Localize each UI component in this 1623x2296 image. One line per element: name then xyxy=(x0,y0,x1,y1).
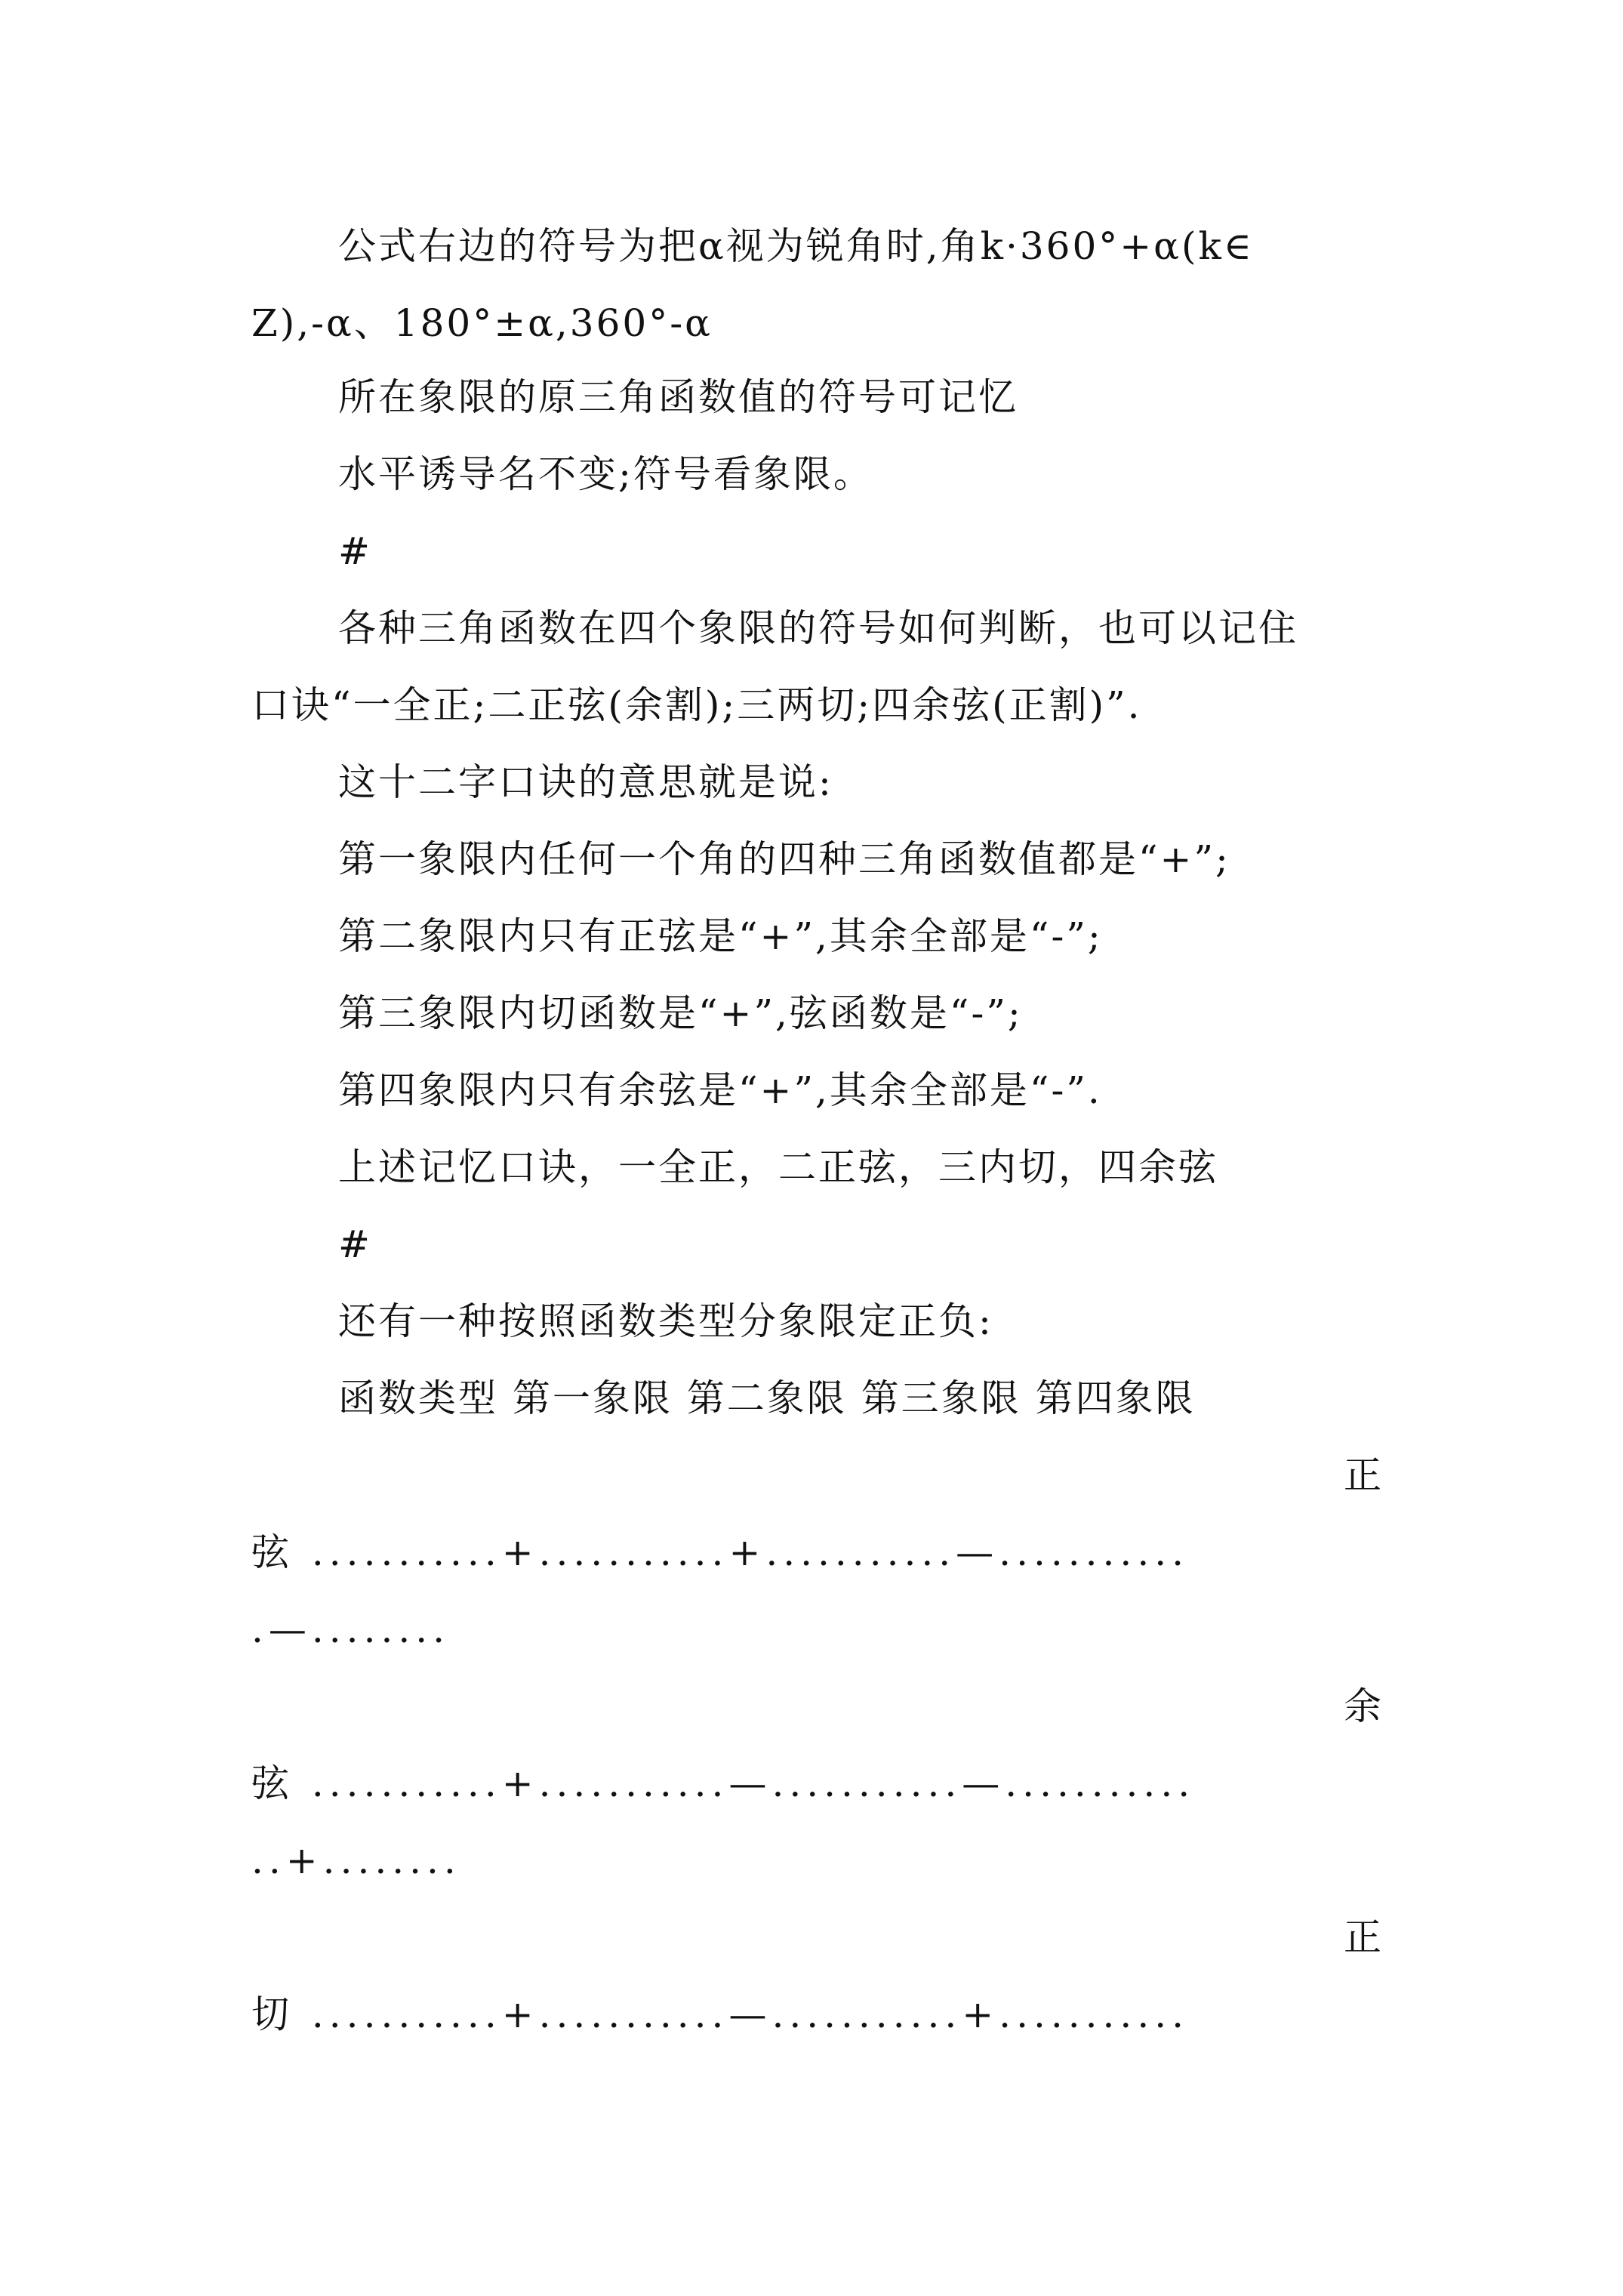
table-row-cosine-continued: ..+........ xyxy=(251,1838,461,1882)
text-line-2: Z),-α、180°±α,360°-α xyxy=(251,301,713,345)
table-row-sine-continued: .—........ xyxy=(251,1607,451,1651)
text-line-10: 第二象限内只有正弦是“+”,其余全部是“-”; xyxy=(338,914,1103,958)
table-row-sine-label: 正 xyxy=(1344,1453,1384,1497)
text-line-9: 第一象限内任何一个角的四种三角函数值都是“+”; xyxy=(338,837,1230,881)
text-line-8: 这十二字口诀的意思就是说: xyxy=(338,760,833,804)
table-row-tangent-label: 正 xyxy=(1344,1915,1384,1959)
table-row-cosine-label: 余 xyxy=(1344,1684,1384,1728)
section-separator: # xyxy=(338,529,372,573)
text-line-15: 还有一种按照函数类型分象限定正负: xyxy=(338,1299,993,1343)
table-row-sine: 弦 ...........+...........+...........—........... xyxy=(251,1530,1189,1574)
text-line-1: 公式右边的符号为把α视为锐角时,角k·360°+α(k∈ xyxy=(338,224,1254,268)
text-line-11: 第三象限内切函数是“+”,弦函数是“-”; xyxy=(338,991,1023,1035)
section-separator: # xyxy=(338,1222,372,1266)
text-line-12: 第四象限内只有余弦是“+”,其余全部是“-”. xyxy=(338,1068,1102,1112)
text-line-4: 水平诱导名不变;符号看象限。 xyxy=(338,452,873,496)
table-row-cosine: 弦 ...........+...........—...........—........... xyxy=(251,1761,1196,1805)
text-line-6: 各种三角函数在四个象限的符号如何判断，也可以记住 xyxy=(338,606,1298,650)
text-line-3: 所在象限的原三角函数值的符号可记忆 xyxy=(338,375,1018,419)
text-line-7: 口诀“一全正;二正弦(余割);三两切;四余弦(正割)”. xyxy=(251,683,1142,727)
text-line-13: 上述记忆口诀，一全正，二正弦，三内切，四余弦 xyxy=(338,1145,1218,1189)
table-row-tangent: 切 ...........+...........—...........+........... xyxy=(251,1992,1189,2036)
table-header: 函数类型 第一象限 第二象限 第三象限 第四象限 xyxy=(338,1376,1196,1420)
